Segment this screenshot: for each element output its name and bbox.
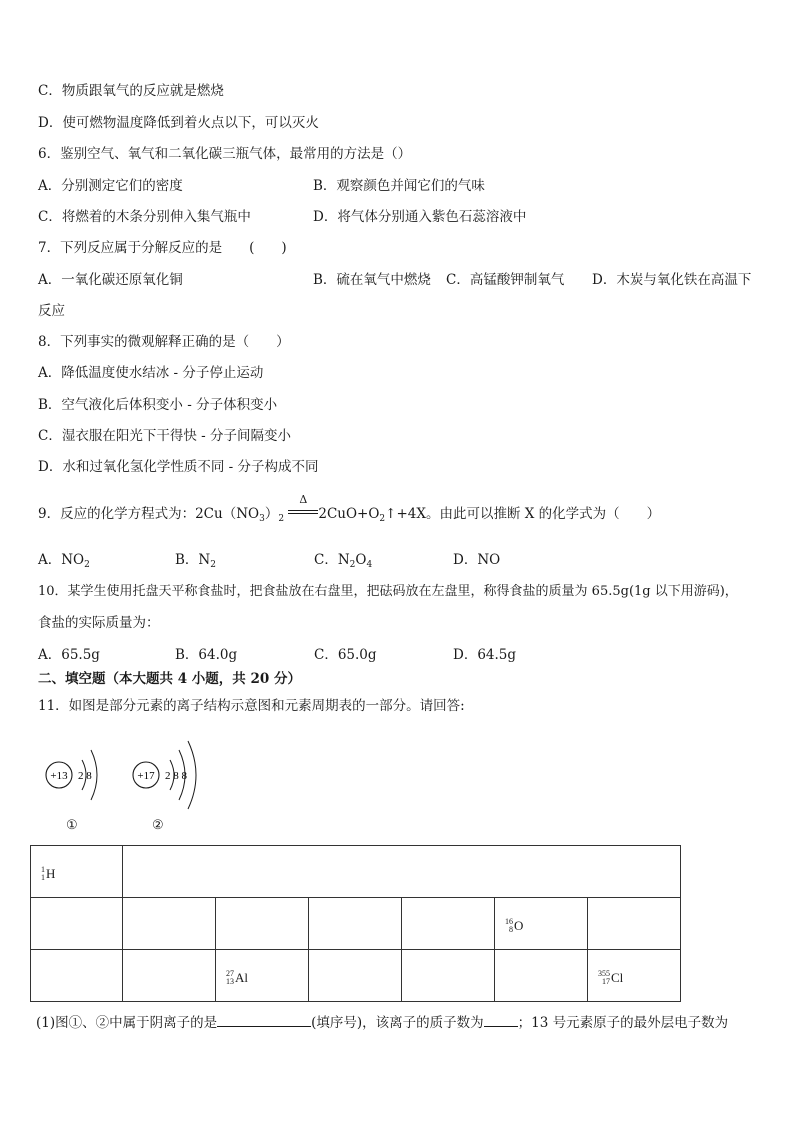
- q11-stem: 11．如图是部分元素的离子结构示意图和元素周期表的一部分。请回答:: [38, 698, 465, 714]
- q10-option-b: B．64.0g: [175, 647, 238, 663]
- q7-option-d: D．木炭与氧化铁在高温下: [592, 272, 752, 288]
- q5-option-d: D．使可燃物温度降低到着火点以下，可以灭火: [38, 115, 319, 131]
- answer-blank-proton-count[interactable]: [484, 1013, 518, 1027]
- cell-chlorine: [588, 950, 681, 1002]
- q5-option-c: C．物质跟氧气的反应就是燃烧: [38, 83, 224, 99]
- heat-delta-symbol: Δ: [299, 493, 308, 506]
- periodic-table-fragment: [30, 845, 681, 1002]
- q8-option-d: D．水和过氧化氢化学性质不同 - 分子构成不同: [38, 459, 319, 475]
- q9-option-a: A．$NO_2$: [38, 552, 90, 570]
- q10-stem-continued: 食盐的实际质量为：: [38, 615, 160, 631]
- q7-option-d-continued: 反应: [38, 303, 65, 319]
- q9-option-c: C．$N_2O_4$: [314, 552, 373, 570]
- ion-1-shells: 2 8: [78, 770, 92, 782]
- cell-aluminum: [216, 950, 309, 1002]
- table-cell: [31, 950, 123, 1002]
- element-chlorine: 355 17 Cl: [598, 969, 624, 986]
- q8-option-a: A．降低温度使水结冰 - 分子停止运动: [38, 365, 264, 381]
- table-cell: [402, 898, 495, 950]
- q7-option-b: B．硫在氧气中燃烧: [313, 272, 431, 288]
- q7-stem: 7．下列反应属于分解反应的是 ( ): [38, 240, 287, 256]
- q9-option-d: D．NO: [453, 552, 501, 568]
- table-cell: [123, 898, 216, 950]
- q8-stem: 8．下列事实的微观解释正确的是（ ）: [38, 334, 290, 350]
- q9-stem: 9．反应的化学方程式为：$2Cu(NO_3)_2$ Δ $2CuO+O_2↑+4X$。由此可以推断 X 的化学式为（ ）: [38, 493, 661, 524]
- q6-option-b: B．观察颜色并闻它们的气味: [313, 178, 485, 194]
- cell-hydrogen: [31, 846, 123, 898]
- q8-option-b: B．空气液化后体积变小 - 分子体积变小: [38, 397, 278, 413]
- q7-option-c: C．高锰酸钾制氧气: [446, 272, 565, 288]
- q6-option-d: D．将气体分别通入紫色石蕊溶液中: [313, 209, 527, 225]
- ion-2-shells: 2 8 8: [165, 770, 187, 782]
- q6-option-c: C．将燃着的木条分别伸入集气瓶中: [38, 209, 251, 225]
- section-heading: 二、填空题（本大题共 4 小题，共 20 分）: [38, 671, 301, 687]
- q10-stem: 10．某学生使用托盘天平称食盐时，把食盐放在右盘里，把砝码放在左盘里，称得食盐的质量为 65.5g(1g 以下用游码)，: [38, 584, 738, 599]
- table-cell: [309, 898, 402, 950]
- ion-structure-diagrams: [30, 725, 230, 815]
- table-cell: [588, 898, 681, 950]
- q6-stem: 6．鉴别空气、氧气和二氧化碳三瓶气体，最常用的方法是（）: [38, 146, 412, 162]
- q8-option-c: C．湿衣服在阳光下干得快 - 分子间隔变小: [38, 428, 291, 444]
- q6-option-a: A．分别测定它们的密度: [38, 178, 183, 194]
- table-cell: [402, 950, 495, 1002]
- ion-1-nucleus: +13: [50, 770, 68, 782]
- table-cell: [31, 898, 123, 950]
- answer-blank-anion[interactable]: [217, 1013, 311, 1027]
- element-hydrogen: 1 1 H: [41, 865, 56, 882]
- table-cell: [216, 898, 309, 950]
- ion-2-nucleus: +17: [137, 770, 155, 782]
- reaction-arrow: [288, 493, 318, 519]
- q10-option-c: C．65.0g: [314, 647, 377, 663]
- cell-empty-row1: [123, 846, 681, 898]
- ion-1-diagram: [46, 750, 97, 800]
- table-cell: [123, 950, 216, 1002]
- element-oxygen: 16 8 O: [505, 917, 524, 934]
- ion-2-diagram: [133, 741, 196, 809]
- table-cell: [495, 950, 588, 1002]
- table-cell: [309, 950, 402, 1002]
- cell-oxygen: [495, 898, 588, 950]
- ion-2-label: ②: [152, 818, 164, 833]
- q10-option-d: D．64.5g: [453, 647, 517, 663]
- ion-1-label: ①: [66, 818, 78, 833]
- q7-option-a: A．一氧化碳还原氧化铜: [38, 272, 183, 288]
- q10-option-a: A．65.5g: [38, 647, 100, 663]
- q9-option-b: B．$N_2$: [175, 552, 216, 570]
- element-aluminum: 27 13 Al: [226, 969, 248, 986]
- q11-subquestion-1: (1)图①、②中属于阴离子的是 (填序号)，该离子的质子数为 ；13 号元素原子的最外层电子数为: [36, 1015, 729, 1031]
